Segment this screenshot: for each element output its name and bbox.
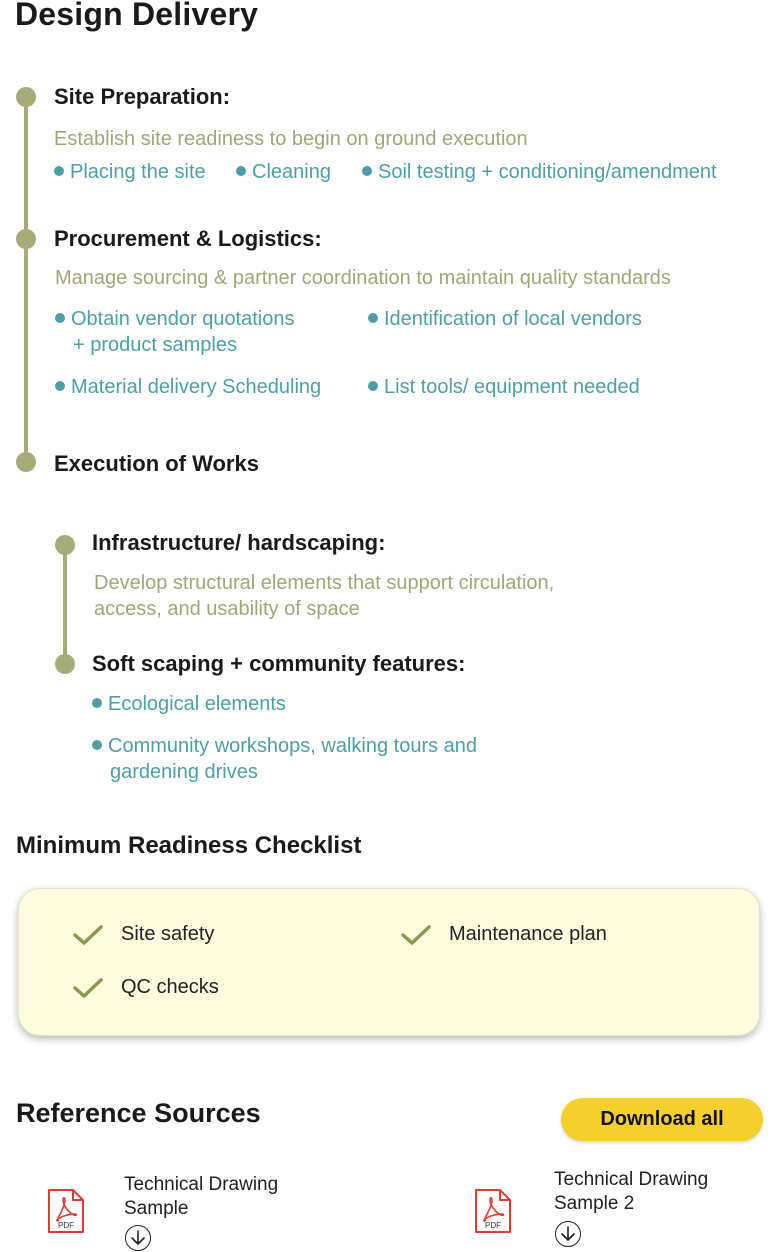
list-item: Identification of local vendors: [368, 306, 642, 332]
file-name: Technical Drawing Sample 2: [554, 1169, 709, 1214]
phase-description: Manage sourcing & partner coordination to maintain quality standards: [55, 267, 671, 289]
bullet-dot: [368, 381, 378, 391]
list-item: Community workshops, walking tours and gardening drives: [92, 733, 477, 785]
bullet-dot: [54, 166, 64, 176]
subphase-description: Develop structural elements that support circulation, access, and usability of space: [94, 572, 555, 620]
sub-timeline-node-softscaping: [55, 654, 75, 674]
bullet-dot: [362, 166, 372, 176]
subphase-title-infrastructure: Infrastructure/ hardscaping:: [92, 530, 386, 555]
download-icon[interactable]: [555, 1221, 581, 1247]
svg-text:PDF: PDF: [58, 1221, 74, 1230]
checklist-item-maintenance-plan: Maintenance plan: [401, 923, 607, 946]
page-title: Design Delivery: [15, 0, 259, 32]
checkmark-icon: [73, 977, 103, 999]
file-name: Technical Drawing Sample: [124, 1174, 279, 1219]
references-title: Reference Sources: [16, 1098, 261, 1128]
sub-timeline-rail: [63, 545, 67, 663]
checklist-title: Minimum Readiness Checklist: [16, 832, 362, 859]
bullet-dot: [55, 381, 65, 391]
list-item: List tools/ equipment needed: [368, 374, 640, 400]
svg-text:PDF: PDF: [485, 1221, 501, 1230]
list-item: Ecological elements: [92, 691, 286, 717]
checklist-item-qc-checks: QC checks: [73, 976, 219, 999]
timeline-node-site-preparation: [16, 87, 36, 107]
list-item: Material delivery Scheduling: [55, 374, 321, 400]
timeline-rail: [24, 96, 28, 462]
download-icon[interactable]: [125, 1225, 151, 1251]
timeline-node-execution: [16, 452, 36, 472]
timeline-node-procurement: [16, 229, 36, 249]
phase-description: Establish site readiness to begin on ground execution: [54, 128, 528, 150]
bullet-dot: [368, 313, 378, 323]
checkmark-icon: [401, 924, 431, 946]
subphase-title-softscaping: Soft scaping + community features:: [92, 651, 466, 676]
phase-title-site-preparation: Site Preparation:: [54, 84, 231, 109]
list-item: Cleaning: [236, 159, 331, 185]
list-item: Obtain vendor quotations + product samples: [55, 306, 295, 358]
bullet-dot: [236, 166, 246, 176]
phase-title-procurement: Procurement & Logistics:: [54, 226, 322, 251]
sub-timeline-node-infrastructure: [55, 535, 75, 555]
readiness-checklist-card: [18, 888, 760, 1036]
bullet-dot: [92, 698, 102, 708]
bullet-dot: [55, 313, 65, 323]
pdf-file-icon[interactable]: [473, 1187, 513, 1235]
phase-title-execution: Execution of Works: [54, 451, 259, 476]
checklist-item-site-safety: Site safety: [73, 923, 214, 946]
list-item: Placing the site: [54, 159, 206, 185]
pdf-file-icon[interactable]: [46, 1187, 86, 1235]
list-item: Soil testing + conditioning/amendment: [362, 159, 717, 185]
download-all-button[interactable]: Download all: [561, 1098, 763, 1141]
checkmark-icon: [73, 924, 103, 946]
bullet-dot: [92, 740, 102, 750]
